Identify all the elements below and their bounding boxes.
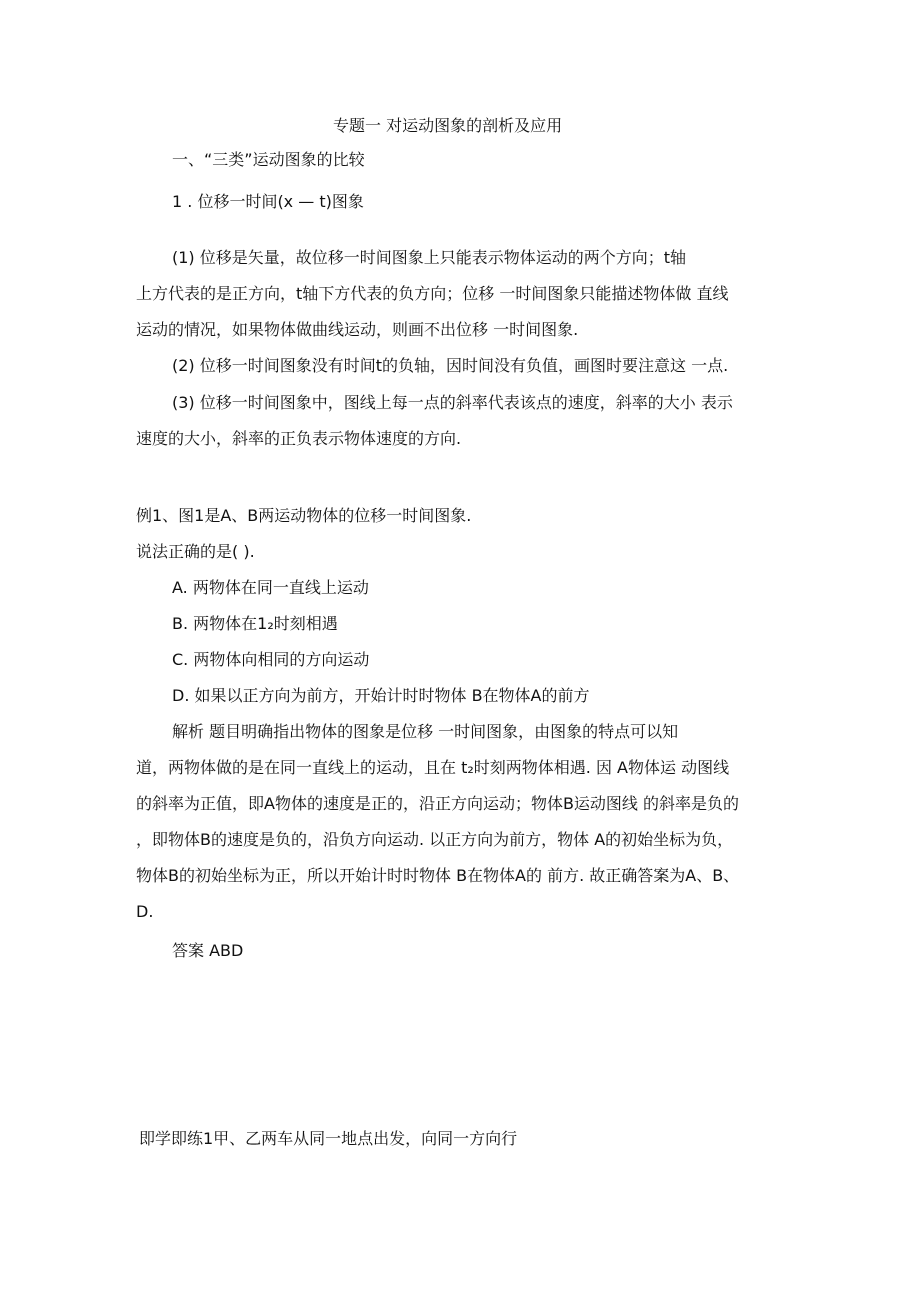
page-title: 专题一 对运动图象的剖析及应用 [333, 116, 563, 135]
analysis-line-6: D. [136, 902, 154, 921]
example-stem-line-1: 例1、图1是A、B两运动物体的位移一时间图象. [136, 506, 472, 525]
analysis-line-3: 的斜率为正值，即A物体的速度是正的，沿正方向运动；物体B运动图线 的斜率是负的 [136, 794, 740, 813]
subsection-heading: 1 . 位移一时间(x — t)图象 [172, 192, 364, 211]
point-2-line-1: (2) 位移一时间图象没有时间t的负轴，因时间没有负值，画图时要注意这 一点. [172, 356, 729, 375]
option-d: D. 如果以正方向为前方，开始计时时物体 B在物体A的前方 [172, 686, 590, 705]
section-heading: 一、“三类”运动图象的比较 [172, 150, 365, 169]
point-1-line-3: 运动的情况，如果物体做曲线运动，则画不出位移 一时间图象. [136, 320, 579, 339]
point-3-line-2: 速度的大小，斜率的正负表示物体速度的方向. [136, 429, 462, 448]
option-a: A. 两物体在同一直线上运动 [172, 578, 369, 597]
analysis-line-2: 道，两物体做的是在同一直线上的运动，且在 t₂时刻两物体相遇. 因 A物体运 动图线 [136, 758, 730, 777]
option-b: B. 两物体在1₂时刻相遇 [172, 614, 338, 633]
point-3-line-1: (3) 位移一时间图象中，图线上每一点的斜率代表该点的速度，斜率的大小 表示 [172, 393, 733, 412]
analysis-line-4: ，即物体B的速度是负的，沿负方向运动. 以正方向为前方，物体 A的初始坐标为负， [136, 830, 734, 849]
practice-question: 即学即练1甲、乙两车从同一地点出发，向同一方向行 [139, 1129, 518, 1148]
answer: 答案 ABD [172, 941, 244, 960]
analysis-line-1: 解析 题目明确指出物体的图象是位移 一时间图象，由图象的特点可以知 [172, 722, 679, 741]
option-c: C. 两物体向相同的方向运动 [172, 650, 370, 669]
example-stem-line-2: 说法正确的是( ). [136, 542, 255, 561]
analysis-line-5: 物体B的初始坐标为正，所以开始计时时物体 B在物体A的 前方. 故正确答案为A、B、 [136, 866, 740, 885]
point-1-line-1: (1) 位移是矢量，故位移一时间图象上只能表示物体运动的两个方向；t轴 [172, 248, 687, 267]
point-1-line-2: 上方代表的是正方向，t轴下方代表的负方向；位移 一时间图象只能描述物体做 直线 [136, 284, 729, 303]
